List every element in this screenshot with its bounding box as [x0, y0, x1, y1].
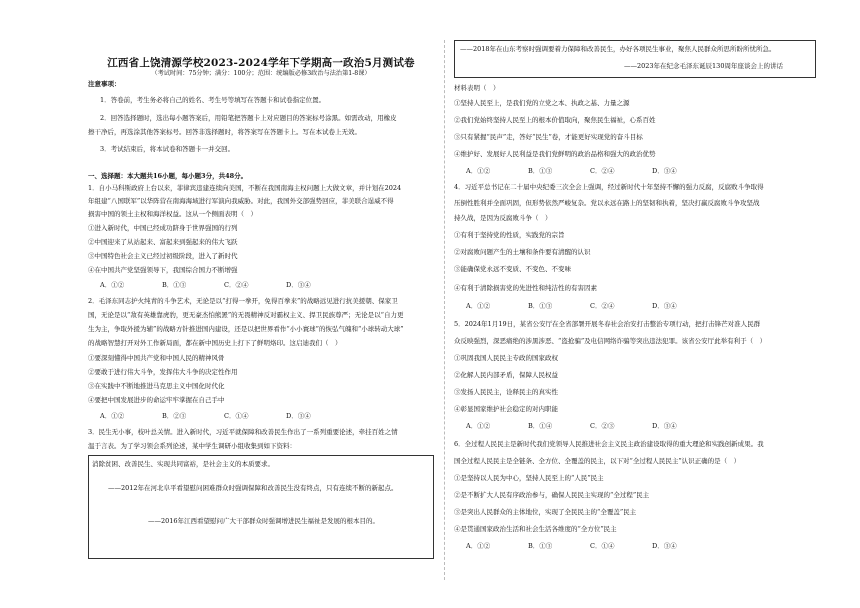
material-quote: 消除贫困、改善民生、实现共同富裕，是社会主义的本质要求。	[92, 460, 274, 468]
q2-stem: 的战略智慧打开对外工作新局面，都在新中国历史上打下了鲜明烙印。这启迪我们（ ）	[88, 339, 342, 347]
option-d[interactable]: D．③④	[286, 281, 311, 289]
material-quote: ——2016年江西看望慰问广大干部群众时强调增进民生福祉是发展的根本目的。	[148, 517, 380, 525]
exam-title: 江西省上饶清源学校2023-2024学年下学期高一政治5月测试卷	[107, 57, 415, 69]
q3-stem: 温于言表。为了学习领会系列论述，某中学生调研小组收集到如下资料：	[88, 442, 296, 450]
q2-options	[100, 412, 348, 421]
notice-item: 3．考试结束后，将本试卷和答题卡一并交回。	[100, 145, 235, 153]
option-d[interactable]: D．③④	[652, 542, 677, 550]
q5-stem: 5．2024年1月19日，某省公安厅在全省部署开展冬春社会治安打击整治专项行动，把打击锋芒对准人民群	[454, 320, 761, 328]
q1-statement: ①进入新时代，中国已经成功跻身于世界强国的行列	[88, 224, 238, 232]
option-a[interactable]: A．①②	[466, 167, 491, 175]
option-a[interactable]: A．①②	[466, 542, 491, 550]
option-a[interactable]: A．①②	[100, 412, 125, 420]
option-c[interactable]: C．②④	[590, 302, 615, 310]
q6-statement: ②是不断扩大人民有序政治参与，确保人民民主实现的“全过程”民主	[454, 491, 650, 499]
q3-stem: 材料表明（ ）	[454, 84, 500, 92]
notice-item: 1．答卷前，考生务必将自己的姓名、考生号等填写在答题卡和试卷指定位置。	[100, 96, 326, 104]
q5-statement: ④彰显国家维护社会稳定的对内职能	[454, 405, 558, 413]
q4-stem: 4．习近平总书记在二十届中央纪委三次全会上强调，经过新时代十年坚持不懈的强力反腐，反腐败斗争取得	[454, 183, 764, 191]
q2-statement: ②要敢于进行伟大斗争，发挥伟大斗争的决定性作用	[88, 368, 238, 376]
q1-statement: ②中国迎来了从站起来、富起来到强起来的伟大飞跃	[88, 238, 238, 246]
q5-statement: ③发扬人民民主，诠释民主的真实性	[454, 388, 558, 396]
q6-stem: 国全过程人民民主是全链条、全方位、全覆盖的民主，以下对“全过程人民民主”认识正确的是（ ）	[454, 457, 741, 465]
option-c[interactable]: C．②④	[224, 281, 249, 289]
option-b[interactable]: B．①③	[162, 281, 187, 289]
q5-statement: ①巩固我国人民民主专政的国家政权	[454, 354, 558, 362]
q6-stem: 6．全过程人民民主是新时代我们党领导人民推进社会主义民主政治建设取得的重大理论和实践创新成果。我	[454, 440, 764, 448]
q4-statement: ④有利于清除损害党的先进性和纯洁性的有害因素	[454, 284, 597, 292]
q1-stem: 损害中国的领土主权和海洋权益。这从一个侧面表明（ ）	[88, 210, 257, 218]
q3-statement: ④维护好、发展好人民利益是我们党鲜明的政治品格和强大的政治优势	[454, 150, 656, 158]
material-quote: ——2018年在山东考察时强调要着力保障和改善民生，办好各项民生事业，聚焦人民群众所思所盼所忧所急。	[460, 45, 776, 53]
notice-item: 2．回答选择题时，选出每小题答案后，用铅笔把答题卡上对应题目的答案标号涂黑。如需改动，用橡皮	[100, 114, 397, 122]
option-b[interactable]: B．①④	[528, 422, 553, 430]
option-c[interactable]: C．②③	[590, 422, 615, 430]
option-b[interactable]: B．①③	[528, 542, 553, 550]
option-a[interactable]: A．①②	[466, 302, 491, 310]
q6-statement: ①是坚持以人民为中心，坚持人民至上的“人民”民主	[454, 474, 604, 482]
notice-item: 擦干净后，再选涂其他答案标号。回答非选择题时，将答案写在答题卡上。写在本试卷上无效。	[88, 128, 361, 136]
q1-stem: 1．自小马科斯政府上台以来，菲律宾违建连续向美国，不断在我国南海主权问题上大做文章，并计划在2024	[88, 184, 402, 192]
option-b[interactable]: B．②③	[162, 412, 187, 420]
q5-options	[466, 422, 714, 431]
q3-options	[466, 167, 714, 176]
notice-heading: 注意事项：	[88, 80, 121, 88]
option-d[interactable]: D．③④	[652, 422, 677, 430]
q3-stem: 3．民生无小事，枝叶总关情。进入新时代，习近平就保障和改善民生作出了一系列重要论述，牵挂百姓之情	[88, 428, 398, 436]
q4-statement: ①有利于坚持党的性质，实践党的宗旨	[454, 231, 565, 239]
q2-statement: ④要把中国发展进步的命运牢牢掌握在自己手中	[88, 396, 225, 404]
column-divider	[444, 40, 445, 580]
q4-options	[466, 302, 714, 311]
q3-statement: ③只有紧握“民声”走，答好“民生”卷，才能更好实现党的奋斗目标	[454, 133, 643, 141]
q1-statement: ④在中国共产党坚强领导下，我国综合国力不断增强	[88, 266, 238, 274]
material-box	[88, 455, 434, 559]
q6-options	[466, 542, 714, 551]
q2-stem: 2．毛泽东同志护火纯青的斗争艺术，无论是以“打得一拳开，免得百拳来”的战略远见进行抗美援朝、保家卫	[88, 297, 398, 305]
option-a[interactable]: A．①②	[466, 422, 491, 430]
material-quote: ——2023年在纪念毛泽东诞辰130周年座谈会上的讲话	[624, 62, 783, 70]
q4-stem: 压倒性胜利并全面巩固，但形势依然严峻复杂。党以永远在路上的坚韧和执着，坚决打赢反腐败斗争攻坚战	[454, 199, 760, 207]
option-d[interactable]: D．③④	[286, 412, 311, 420]
option-b[interactable]: B．①③	[528, 167, 553, 175]
q2-stem: 国，无论是以“敌有英雄靠虎豹，更无豪杰怕熊罴”的无畏精神反对霸权主义、捍卫民族尊严；无论是以“自力更	[88, 311, 404, 319]
q2-stem: 生为主，争取外援为辅”的战略方针推进国内建设，还是以把世界看作“小小寰球”的恢弘气魄和“小球转动大球”	[88, 325, 404, 333]
section-heading: 一、选择题：本大题共16小题，每小题3分，共48分。	[88, 172, 248, 180]
q3-statement: ①坚持人民至上，是我们党的立党之本、执政之基、力量之源	[454, 99, 630, 107]
option-a[interactable]: A．①②	[100, 281, 125, 289]
q6-statement: ④是贯通国家政治生活和社会生活各维度的“全方位”民主	[454, 525, 617, 533]
q4-statement: ③能确保党永远不变质、不变色、不变味	[454, 265, 571, 273]
option-d[interactable]: D．③④	[652, 302, 677, 310]
q4-statement: ②对腐败问题产生的土壤和条件要有清醒的认识	[454, 248, 591, 256]
q3-statement: ②我们党始终坚持人民至上的根本价值取向，聚焦民生福祉，心系百姓	[454, 116, 656, 124]
q4-stem: 持久战，是因为反腐败斗争（ ）	[454, 214, 552, 222]
q2-statement: ①要深刻懂得中国共产党和中国人民的精神风骨	[88, 354, 225, 362]
option-c[interactable]: C．①④	[590, 542, 615, 550]
q1-options	[100, 281, 348, 290]
option-c[interactable]: C．②④	[590, 167, 615, 175]
option-d[interactable]: D．③④	[652, 167, 677, 175]
material-quote: ——2012年在河北阜平看望慰问困难群众时强调保障和改善民生没有终点，只有连续不断的新起点。	[108, 484, 398, 492]
q5-stem: 众反映强烈，深恶痛绝的涉黑涉恶、“盗抢骗”及电信网络诈骗等突出违法犯罪。该省公安厅此举有利于（ ）	[454, 337, 767, 345]
option-c[interactable]: C．①④	[224, 412, 249, 420]
exam-subtitle: （考试时间：75分钟；满分：100分；范围：统编版必修3政治与法治第1-8课）	[151, 70, 371, 77]
q1-stem: 年组建“八国联军”以华阵营在南海海域进行军演向我威胁。对此，我国外交部强势回应，菲美联合逞威不得	[88, 197, 394, 205]
q2-statement: ③在实践中不断地推进马克思主义中国化时代化	[88, 382, 225, 390]
q5-statement: ②化解人民内部矛盾，保障人民权益	[454, 371, 558, 379]
option-b[interactable]: B．①③	[528, 302, 553, 310]
q1-statement: ③中国特色社会主义已经过初级阶段，进入了新时代	[88, 252, 238, 260]
q6-statement: ③是突出人民群众的主体地位，实现了全民民主的“全覆盖”民主	[454, 508, 637, 516]
